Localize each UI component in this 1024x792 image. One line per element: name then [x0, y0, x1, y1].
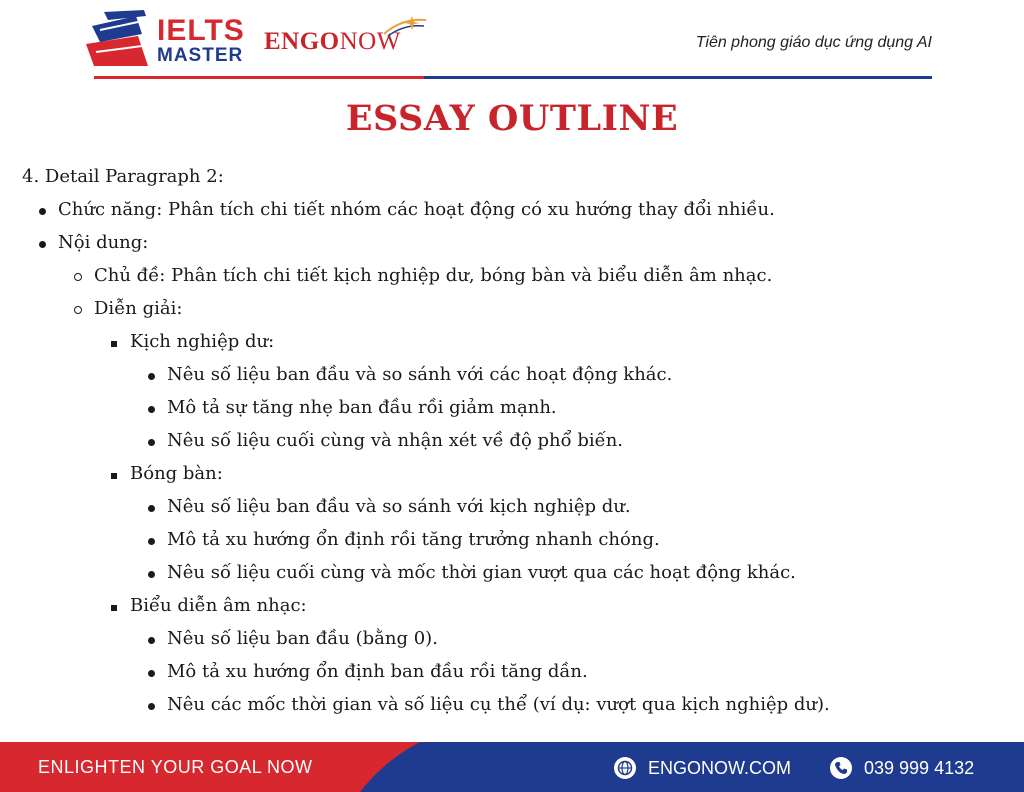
outline-item-text: 4. Detail Paragraph 2: — [22, 166, 224, 187]
bullet-square-icon — [111, 457, 117, 490]
bullet-square-icon — [111, 589, 117, 622]
logo-engo-text: ENGO — [264, 28, 340, 55]
outline-item-text: Bóng bàn: — [130, 463, 223, 484]
page-footer — [0, 742, 1024, 792]
page-title: ESSAY OUTLINE — [345, 98, 679, 139]
bullet-dot-icon — [148, 622, 155, 655]
outline-item — [22, 325, 982, 358]
ielts-logo-mark-icon — [82, 10, 154, 68]
outline-item-text: Nêu số liệu cuối cùng và nhận xét về độ phổ biến. — [167, 430, 624, 451]
outline-item-text: Nội dung: — [58, 232, 149, 253]
phone-icon — [830, 757, 852, 779]
outline-item — [22, 259, 982, 292]
bullet-circle-icon — [74, 259, 82, 292]
outline-item-text: Chức năng: Phân tích chi tiết nhóm các hoạt động có xu hướng thay đổi nhiều. — [58, 199, 775, 220]
logo-now-text: NOW — [339, 28, 401, 55]
outline-item-text: Kịch nghiệp dư: — [130, 331, 275, 352]
bullet-dot-icon — [148, 655, 155, 688]
essay-outline — [22, 160, 982, 721]
bullet-dot-icon — [148, 556, 155, 589]
outline-item-text: Nêu số liệu ban đầu và so sánh với kịch nghiệp dư. — [167, 496, 631, 517]
outline-item — [22, 556, 982, 589]
outline-item — [22, 424, 982, 457]
outline-item — [22, 292, 982, 325]
outline-item — [22, 226, 982, 259]
outline-item — [22, 523, 982, 556]
outline-item — [22, 193, 982, 226]
outline-item-text: Mô tả sự tăng nhẹ ban đầu rồi giảm mạnh. — [167, 397, 557, 418]
tagline: Tiên phong giáo dục ứng dụng AI — [695, 34, 932, 51]
outline-item-text: Diễn giải: — [94, 298, 183, 319]
logo-master-text: MASTER — [157, 45, 244, 66]
outline-item — [22, 622, 982, 655]
ielts-master-logo — [82, 10, 252, 68]
engonow-logo — [264, 28, 401, 56]
outline-item-text: Nêu các mốc thời gian và số liệu cụ thể (ví dụ: vượt qua kịch nghiệp dư). — [167, 694, 830, 715]
outline-item — [22, 358, 982, 391]
outline-item-text: Biểu diễn âm nhạc: — [130, 595, 307, 616]
footer-website-text: ENGONOW.COM — [648, 757, 791, 778]
globe-icon — [614, 757, 636, 779]
outline-item — [22, 688, 982, 721]
footer-phone-link[interactable] — [830, 756, 974, 780]
bullet-dot-icon — [148, 358, 155, 391]
outline-item-text: Mô tả xu hướng ổn định ban đầu rồi tăng dần. — [167, 661, 588, 682]
bullet-dot-icon — [148, 490, 155, 523]
outline-item — [22, 655, 982, 688]
outline-item — [22, 490, 982, 523]
outline-item-text: Chủ đề: Phân tích chi tiết kịch nghiệp dư, bóng bàn và biểu diễn âm nhạc. — [94, 265, 773, 286]
outline-item — [22, 391, 982, 424]
bullet-dot-icon — [148, 391, 155, 424]
bullet-dot-icon — [39, 226, 46, 259]
page-header — [0, 0, 1024, 82]
header-divider-blue — [424, 76, 932, 79]
outline-item-text: Nêu số liệu ban đầu và so sánh với các hoạt động khác. — [167, 364, 673, 385]
outline-item-text: Nêu số liệu ban đầu (bằng 0). — [167, 628, 438, 649]
footer-phone-text: 039 999 4132 — [864, 757, 975, 778]
outline-item — [22, 457, 982, 490]
sparkle-swoosh-icon — [382, 14, 428, 38]
bullet-dot-icon — [148, 688, 155, 721]
bullet-dot-icon — [39, 193, 46, 226]
outline-item-text: Nêu số liệu cuối cùng và mốc thời gian vượt qua các hoạt động khác. — [167, 562, 796, 583]
logo-ielts-text: IELTS — [157, 14, 245, 47]
outline-item — [22, 160, 982, 193]
footer-website-link[interactable] — [614, 756, 791, 780]
outline-item-text: Mô tả xu hướng ổn định rồi tăng trưởng nhanh chóng. — [167, 529, 660, 550]
bullet-dot-icon — [148, 523, 155, 556]
outline-item — [22, 589, 982, 622]
footer-slogan: ENLIGHTEN YOUR GOAL NOW — [38, 757, 313, 777]
bullet-circle-icon — [74, 292, 82, 325]
bullet-square-icon — [111, 325, 117, 358]
header-divider-red — [94, 76, 424, 79]
bullet-dot-icon — [148, 424, 155, 457]
